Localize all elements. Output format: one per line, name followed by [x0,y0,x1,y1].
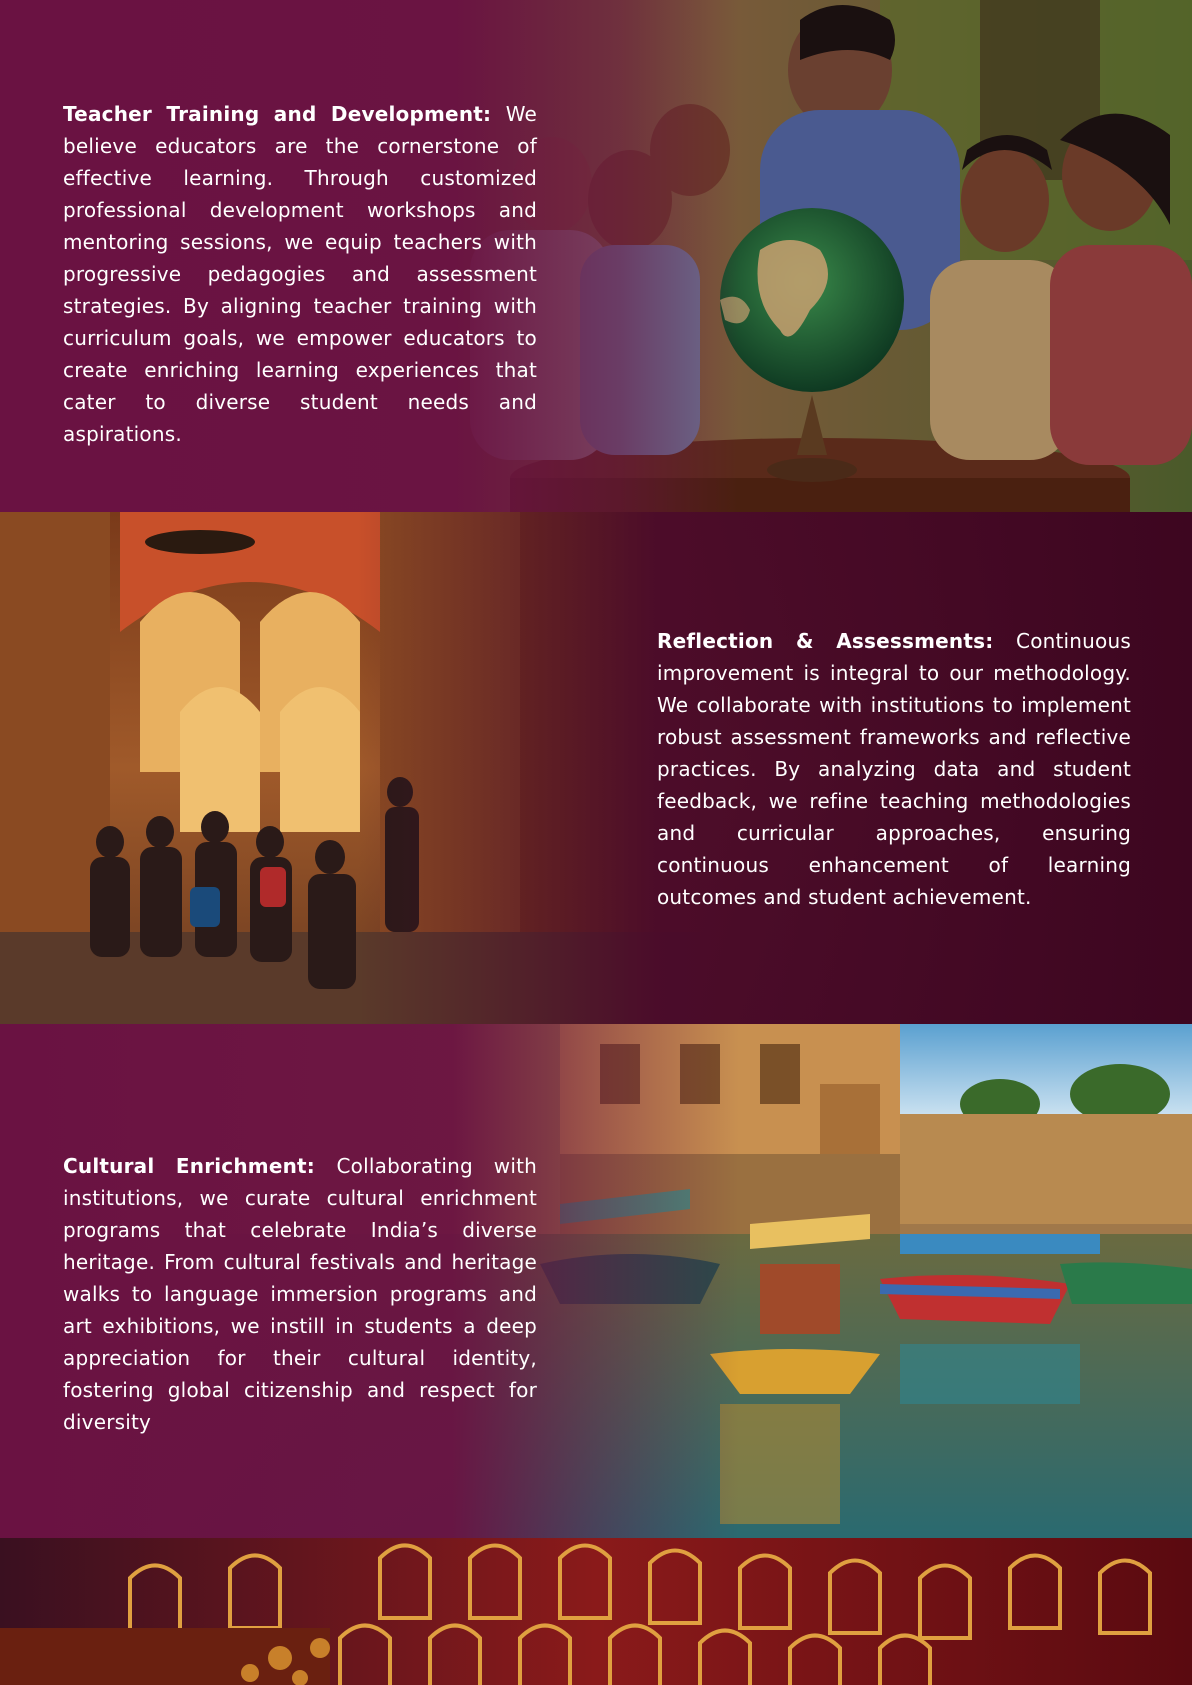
reflection-assessments-text [657,625,1131,913]
teacher-training-section [0,0,1192,512]
section-title: Teacher Training and Development: [63,102,506,126]
section-body: Continuous improvement is integral to our methodology. We collaborate with institutions to implement robust assessment frameworks and reflective practices. By analyzing data and student feedback, we refine teaching methodologies and curricular approaches, ensuring continuous enhancement of learning outcomes and student achievement. [657,629,1131,909]
ornamental-shrine-footer [0,1538,1192,1685]
golden-shrine-niches-photo [0,1538,1192,1685]
reflection-assessments-section [0,512,1192,1024]
section-title: Reflection & Assessments: [657,629,1017,653]
teacher-training-text [63,98,537,450]
section-title: Cultural Enrichment: [63,1154,337,1178]
section-body: Collaborating with institutions, we curate cultural enrichment programs that celebrate India’s diverse heritage. From cultural festivals and heritage walks to language immersion programs and art exhibitions, we instill in students a deep appreciation for their cultural identity, fostering global citizenship and respect for diversity [63,1154,537,1434]
section-body: We believe educators are the cornerstone of effective learning. Through customized professional development workshops and mentoring sessions, we equip teachers with progressive pedagogies and assessment strategies. By aligning teacher training with curriculum goals, we empower educators to create enriching learning experiences that cater to diverse student needs and aspirations. [63,102,537,446]
cultural-enrichment-section [0,1024,1192,1538]
cultural-enrichment-text [63,1150,537,1438]
